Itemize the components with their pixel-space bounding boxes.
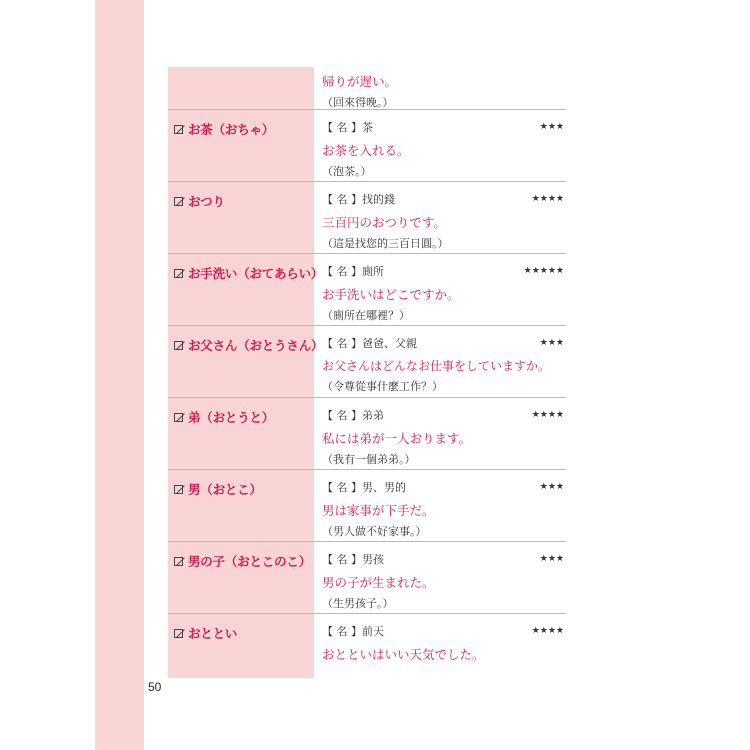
vocab-word — [174, 336, 324, 354]
entry-meta — [322, 335, 564, 351]
meaning: 男、男的 — [362, 481, 406, 494]
word-cell — [168, 110, 314, 181]
detail-cell — [314, 614, 566, 678]
part-of-speech: 【 名 】 — [322, 481, 362, 494]
checkbox-icon[interactable] — [174, 485, 183, 494]
detail-cell — [314, 67, 566, 109]
part-of-speech: 【 名 】 — [322, 121, 362, 134]
example-translation: （生男孩子。） — [322, 597, 394, 610]
definition — [322, 191, 395, 207]
detail-cell — [314, 110, 566, 181]
checkbox-icon[interactable] — [174, 125, 183, 134]
vocab-word-text: おととい — [188, 626, 238, 641]
frequency-stars: ★★★★ — [531, 626, 564, 636]
checkbox-icon[interactable] — [174, 629, 183, 638]
example-translation: （這是找您的三百日圓。） — [322, 237, 449, 250]
vocab-word — [174, 120, 314, 138]
meaning: 爸爸、父親 — [362, 337, 417, 350]
vocab-word — [174, 408, 314, 426]
example-translation: （令尊從事什麼工作？） — [322, 380, 443, 393]
part-of-speech: 【 名 】 — [322, 553, 362, 566]
checkbox-icon[interactable] — [174, 341, 183, 350]
checkbox-icon[interactable] — [174, 269, 183, 278]
definition — [322, 119, 373, 135]
word-cell — [168, 470, 314, 541]
vocab-word — [174, 264, 324, 282]
word-cell — [168, 67, 314, 109]
meaning: 弟弟 — [362, 409, 384, 422]
vocab-entry — [168, 398, 566, 470]
entry-meta — [322, 479, 564, 495]
part-of-speech: 【 名 】 — [322, 193, 362, 206]
entry-meta — [322, 551, 564, 567]
detail-cell — [314, 398, 566, 469]
part-of-speech: 【 名 】 — [322, 337, 362, 350]
example-translation: （我有一個弟弟。） — [322, 453, 416, 466]
meaning: 茶 — [362, 121, 373, 134]
word-cell — [168, 614, 314, 678]
page-number: 50 — [148, 680, 162, 694]
detail-cell — [314, 182, 566, 253]
frequency-stars: ★★★ — [539, 122, 564, 132]
detail-cell — [314, 326, 566, 397]
vocab-word — [174, 624, 314, 642]
example-sentence: 私には弟が一人おります。 — [322, 431, 472, 446]
vocab-word-text: お手洗い（おてあらい） — [188, 266, 324, 281]
definition — [322, 335, 417, 351]
vocab-entry — [168, 470, 566, 542]
entry-meta — [322, 263, 564, 279]
example-translation: （回來得晚。） — [322, 96, 394, 109]
vocab-entry — [168, 326, 566, 398]
vocab-word-text: おつり — [188, 194, 225, 209]
word-cell — [168, 254, 324, 325]
frequency-stars: ★★★★ — [531, 410, 564, 420]
entry-meta — [322, 119, 564, 135]
vocab-entry — [168, 542, 566, 614]
word-cell — [168, 326, 324, 397]
definition — [322, 263, 384, 279]
frequency-stars: ★★★ — [539, 338, 564, 348]
example-sentence: 男の子が生まれた。 — [322, 575, 435, 590]
meaning: 男孩 — [362, 553, 384, 566]
part-of-speech: 【 名 】 — [322, 409, 362, 422]
vocabulary-list — [168, 67, 566, 678]
meaning: 廁所 — [362, 265, 384, 278]
vocab-word-text: 男（おとこ） — [188, 482, 262, 497]
frequency-stars: ★★★★ — [531, 194, 564, 204]
definition — [322, 479, 406, 495]
word-cell — [168, 182, 314, 253]
meaning: 找的錢 — [362, 193, 395, 206]
vocab-word-text: お父さん（おとうさん） — [188, 338, 324, 353]
example-sentence: お茶を入れる。 — [322, 143, 410, 158]
definition — [322, 407, 384, 423]
vocab-entry — [168, 110, 566, 182]
vocab-word-text: 弟（おとうと） — [188, 410, 275, 425]
word-cell — [168, 398, 314, 469]
frequency-stars: ★★★ — [539, 554, 564, 564]
detail-cell — [314, 470, 566, 541]
example-sentence: お手洗いはどこですか。 — [322, 287, 460, 302]
example-sentence: お父さんはどんなお仕事をしていますか。 — [322, 359, 551, 373]
entry-meta — [322, 407, 564, 423]
vocab-entry — [168, 182, 566, 254]
vocab-word — [174, 192, 314, 210]
frequency-stars: ★★★ — [539, 482, 564, 492]
detail-cell — [314, 254, 566, 325]
side-band — [95, 0, 144, 750]
entry-meta — [322, 191, 564, 207]
example-translation: （男人做不好家事。） — [322, 525, 427, 538]
example-sentence: 男は家事が下手だ。 — [322, 503, 435, 518]
checkbox-icon[interactable] — [174, 557, 183, 566]
definition — [322, 551, 384, 567]
continuation-row — [168, 67, 566, 110]
example-translation: （廁所在哪裡？） — [322, 309, 410, 322]
vocab-word-text: 男の子（おとこのこ） — [188, 554, 312, 569]
part-of-speech: 【 名 】 — [322, 625, 362, 638]
vocab-word — [174, 480, 314, 498]
example-translation: （泡茶。） — [322, 165, 372, 178]
example-sentence: 帰りが遅い。 — [322, 74, 398, 89]
vocab-entry — [168, 614, 566, 678]
example-sentence: 三百円のおつりです。 — [322, 215, 446, 230]
entry-meta — [322, 623, 564, 639]
definition — [322, 623, 384, 639]
detail-cell — [314, 542, 566, 613]
frequency-stars: ★★★★★ — [523, 266, 564, 276]
vocab-word-text: お茶（おちゃ） — [188, 122, 275, 137]
word-cell — [168, 542, 314, 613]
example-sentence: おとといはいい天気でした。 — [322, 647, 485, 662]
checkbox-icon[interactable] — [174, 197, 183, 206]
vocab-entry — [168, 254, 566, 326]
checkbox-icon[interactable] — [174, 413, 183, 422]
meaning: 前天 — [362, 625, 384, 638]
part-of-speech: 【 名 】 — [322, 265, 362, 278]
vocab-word — [174, 552, 314, 570]
